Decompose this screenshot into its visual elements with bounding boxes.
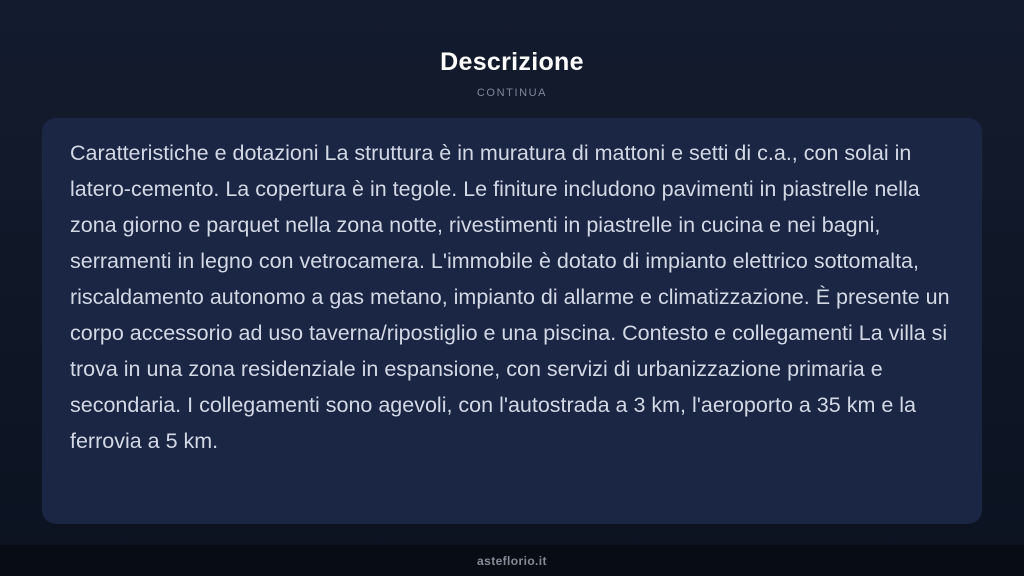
continua-label: CONTINUA — [476, 86, 548, 99]
slide-header — [0, 0, 1024, 99]
footer-bar — [0, 545, 1024, 576]
page-title: Descrizione — [440, 48, 584, 76]
description-text: Caratteristiche e dotazioni La struttura è in muratura di mattoni e setti di c.a., con solai in latero-cemento. La copertura è in tegole. Le finiture includono pavimenti in piastrelle nella zona giorno e parquet nella zona notte, rivestimenti in piastrelle in cucina e nei bagni, serramenti in legno con vetrocamera. L'immobile è dotato di impianto elettrico sottomalta, riscaldamento autonomo a gas metano, impianto di allarme e climatizzazione. È presente un corpo accessorio ad uso taverna/ripostiglio e una piscina. Contesto e collegamenti La villa si trova in una zona residenziale in espansione, con servizi di urbanizzazione primaria e secondaria. I collegamenti sono agevoli, con l'autostrada a 3 km, l'aeroporto a 35 km e la ferrovia a 5 km. — [70, 141, 950, 453]
site-name: asteflorio.it — [477, 553, 547, 568]
description-card — [42, 118, 982, 524]
